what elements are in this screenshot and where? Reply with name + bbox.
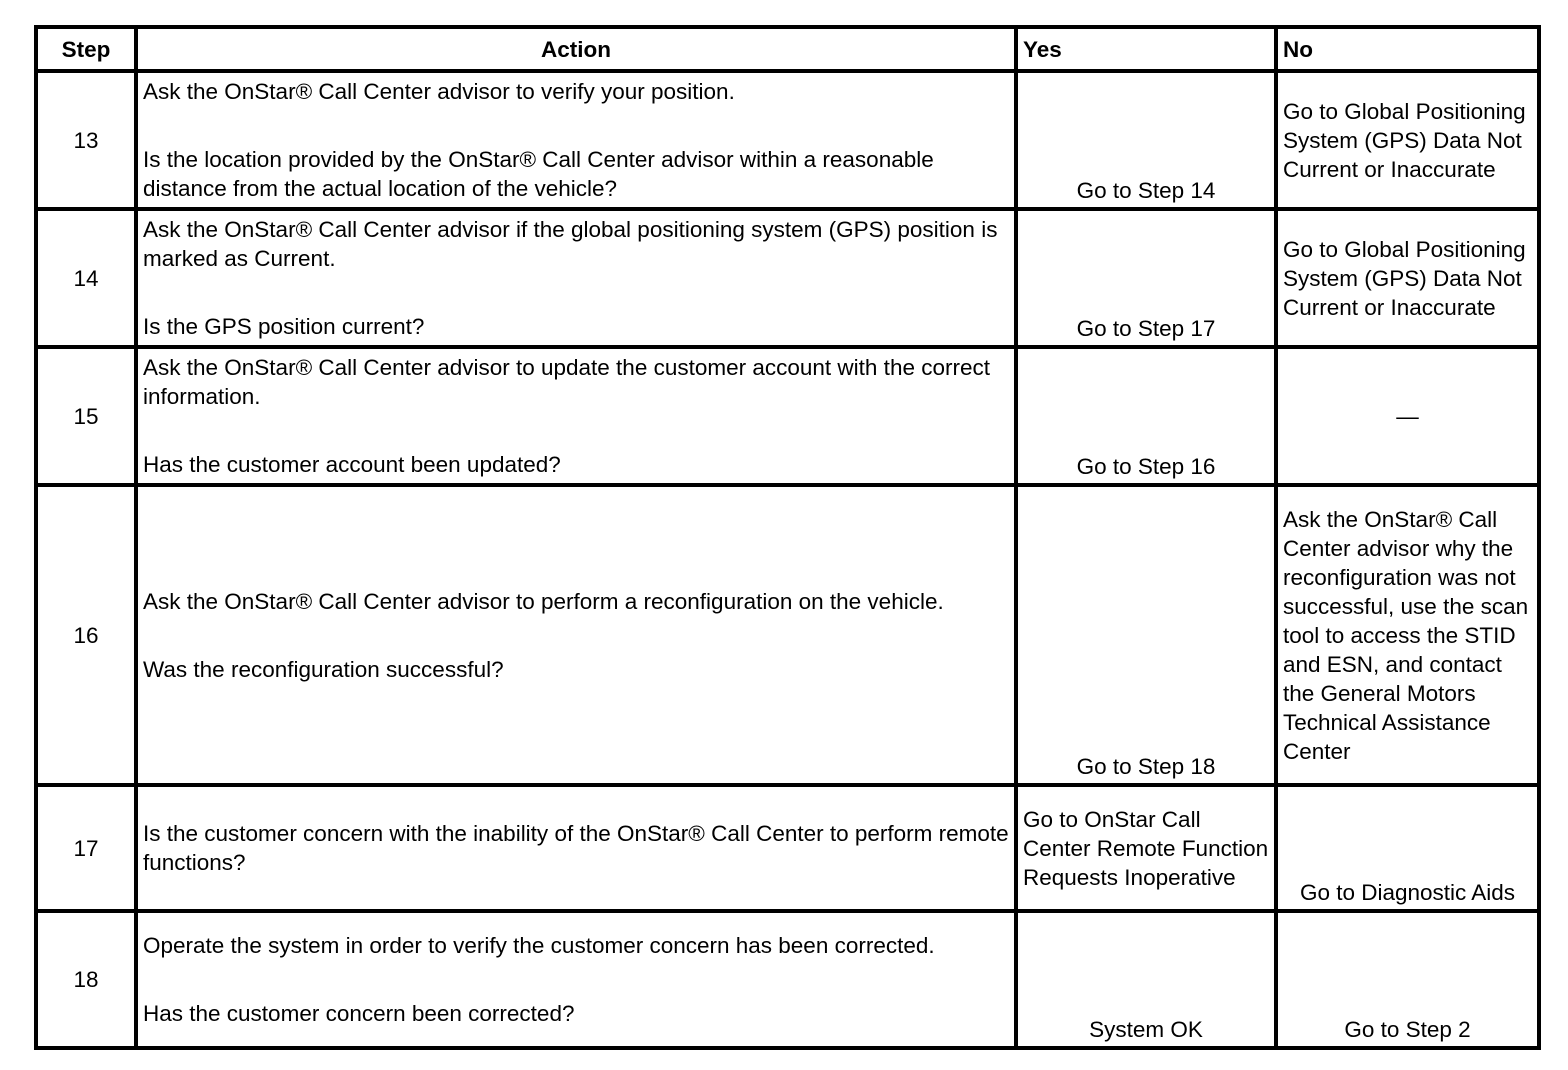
action-instruction: Ask the OnStar® Call Center advisor if the global positioning system (GPS) position is marked as Current.	[143, 217, 998, 271]
step-number: 16	[36, 485, 136, 785]
table-row-step-13	[36, 71, 1539, 209]
yes-result: Go to Step 16	[1016, 347, 1276, 485]
action-instruction: Ask the OnStar® Call Center advisor to perform a reconfiguration on the vehicle.	[143, 588, 944, 614]
step-number: 18	[36, 911, 136, 1048]
action-cell	[136, 209, 1016, 347]
action-cell	[136, 485, 1016, 785]
table-row-step-17	[36, 785, 1539, 911]
action-cell	[136, 71, 1016, 209]
header-row	[36, 27, 1539, 71]
no-result: Go to Global Positioning System (GPS) Data Not Current or Inaccurate	[1276, 71, 1539, 209]
yes-result: Go to Step 17	[1016, 209, 1276, 347]
no-result: Go to Step 2	[1276, 911, 1539, 1048]
header-yes: Yes	[1016, 27, 1276, 71]
no-result: Go to Diagnostic Aids	[1276, 785, 1539, 911]
no-result: Go to Global Positioning System (GPS) Data Not Current or Inaccurate	[1276, 209, 1539, 347]
yes-result: Go to Step 14	[1016, 71, 1276, 209]
action-question: Is the location provided by the OnStar® Call Center advisor within a reasonable distance from the actual location of the vehicle?	[143, 147, 934, 201]
yes-result: Go to OnStar Call Center Remote Function Requests Inoperative	[1016, 785, 1276, 911]
table-row-step-18	[36, 911, 1539, 1048]
action-cell	[136, 347, 1016, 485]
action-question: Has the customer concern been corrected?	[143, 1001, 575, 1026]
action-instruction: Operate the system in order to verify the customer concern has been corrected.	[143, 933, 935, 958]
diagnostic-table	[34, 25, 1541, 1050]
no-result: Ask the OnStar® Call Center advisor why the reconfiguration was not successful, use the scan tool to access the STID and ESN, and contact the General Motors Technical Assistance Center	[1276, 485, 1539, 785]
action-instruction: Ask the OnStar® Call Center advisor to verify your position.	[143, 79, 735, 104]
action-question: Is the GPS position current?	[143, 314, 425, 339]
action-question: Has the customer account been updated?	[143, 452, 561, 477]
table-row-step-16	[36, 485, 1539, 785]
yes-result: System OK	[1016, 911, 1276, 1048]
action-instruction: Ask the OnStar® Call Center advisor to update the customer account with the correct information.	[143, 355, 990, 409]
step-number: 15	[36, 347, 136, 485]
step-number: 14	[36, 209, 136, 347]
yes-result: Go to Step 18	[1016, 485, 1276, 785]
header-no: No	[1276, 27, 1539, 71]
header-action: Action	[136, 27, 1016, 71]
step-number: 17	[36, 785, 136, 911]
table-row-step-14	[36, 209, 1539, 347]
action-question: Was the reconfiguration successful?	[143, 656, 504, 682]
action-question: Is the customer concern with the inability of the OnStar® Call Center to perform remote functions?	[143, 821, 1009, 875]
step-number: 13	[36, 71, 136, 209]
action-cell	[136, 911, 1016, 1048]
no-result: —	[1276, 347, 1539, 485]
action-cell	[136, 785, 1016, 911]
header-step: Step	[36, 27, 136, 71]
table-row-step-15	[36, 347, 1539, 485]
